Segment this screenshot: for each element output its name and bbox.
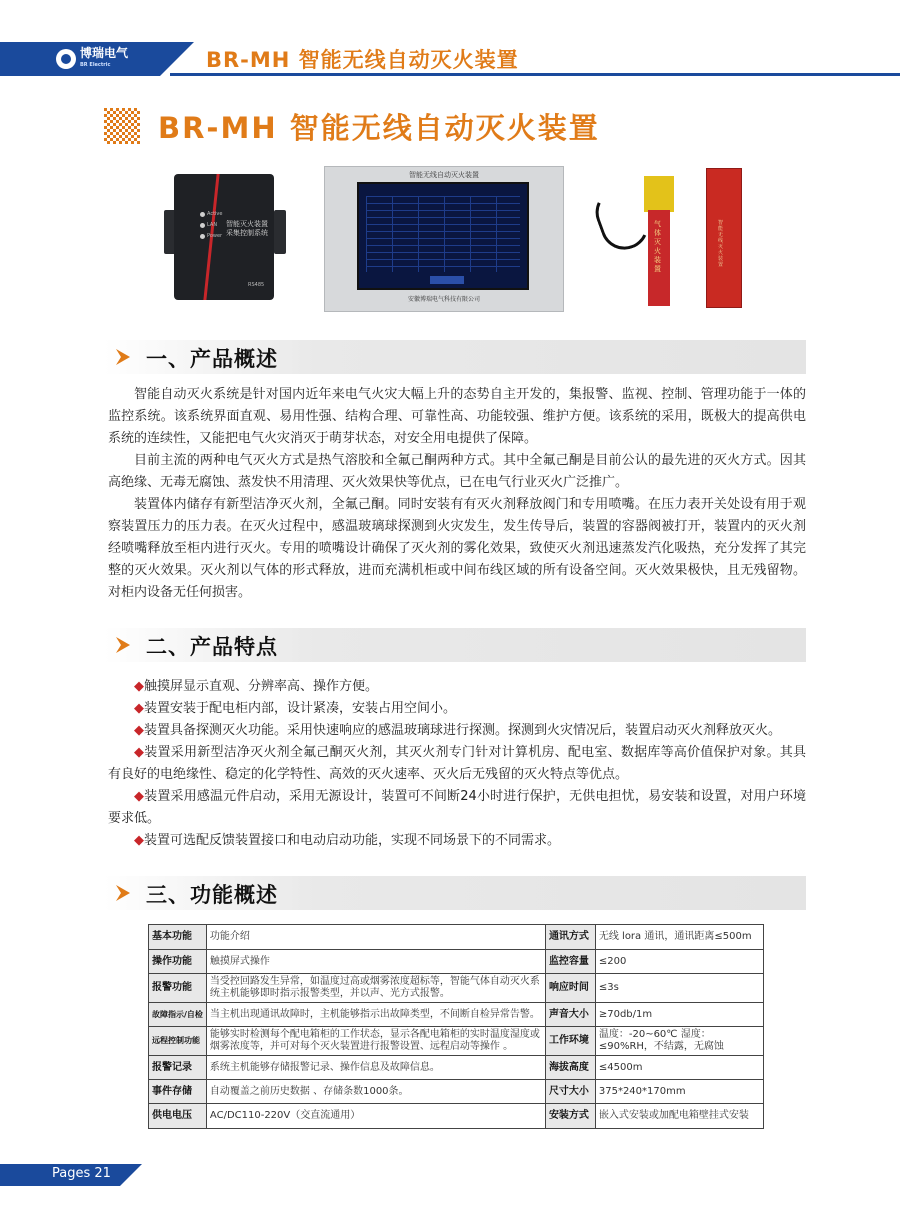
table-key: 响应时间 (545, 974, 595, 1003)
table-value: 当受控回路发生异常，如温度过高或烟雾浓度超标等，智能气体自动灭火系统主机能够即时指示报警类型，并以声、光方式报警。 (206, 974, 545, 1003)
table-key: 安装方式 (545, 1104, 595, 1129)
table-key: 通讯方式 (545, 925, 595, 950)
panel-footer-text: 安徽博瑞电气科技有限公司 (407, 296, 480, 303)
table-key: 声音大小 (545, 1003, 595, 1027)
device-label: 智能灭火装置采集控制系统 (226, 220, 268, 237)
diamond-bullet-icon: ◆ (134, 745, 145, 760)
table-key: 远程控制功能 (149, 1027, 207, 1056)
led-lan-icon (200, 223, 205, 228)
section-heading-overview (104, 340, 806, 374)
logo-icon (56, 49, 76, 69)
spec-table (148, 924, 764, 1129)
header-title: BR-MH 智能无线自动灭火装置 (206, 48, 519, 72)
device-port-label: RS485 (248, 282, 265, 288)
table-key: 监控容量 (545, 950, 595, 974)
list-item: ◆触摸屏显示直观、分辨率高、操作方便。 (134, 679, 379, 694)
table-value: ≤200 (595, 950, 763, 974)
arrow-right-icon (114, 348, 132, 366)
logo-text: 博瑞电气 (80, 46, 129, 60)
checker-pattern-icon (104, 108, 140, 144)
table-key: 基本功能 (149, 925, 207, 950)
led-label-power: Power (207, 233, 223, 239)
list-item: ◆装置具备探测灭火功能。采用快速响应的感温玻璃球进行探测。探测到火灾情况后，装置启动灭火剂释放灭火。 (134, 723, 782, 738)
page-number: Pages 21 (52, 1166, 111, 1181)
diamond-bullet-icon: ◆ (134, 679, 144, 694)
table-value: 375*240*170mm (595, 1080, 763, 1104)
brand-logo (56, 48, 128, 70)
table-row (149, 1104, 764, 1129)
table-value: 无线 lora 通讯，通讯距离≤500m (595, 925, 763, 950)
table-value: 温度：-20~60℃ 湿度：≤90%RH，不结露，无腐蚀 (595, 1027, 763, 1056)
panel-title: 智能无线自动灭火装置 (409, 171, 479, 179)
cylinder-text: 气体灭火装置 (654, 220, 661, 273)
table-value: 当主机出现通讯故障时，主机能够指示出故障类型，不间断自检异常告警。 (206, 1003, 545, 1027)
table-key: 海拔高度 (545, 1056, 595, 1080)
led-label-active: Active (207, 211, 223, 217)
diamond-bullet-icon: ◆ (134, 701, 144, 716)
section-heading-features (104, 628, 806, 662)
table-key: 工作环境 (545, 1027, 595, 1056)
table-row (149, 1003, 764, 1027)
table-value: 自动覆盖之前历史数据 、存储条数1000条。 (206, 1080, 545, 1104)
table-value: ≤3s (595, 974, 763, 1003)
table-row (149, 1080, 764, 1104)
table-key: 故障指示/自检 (149, 1003, 207, 1027)
list-item: ◆装置采用新型洁净灭火剂全氟己酮灭火剂，其灭火剂专门针对计算机房、配电室、数据库等高价值保护对象。其具有良好的电绝缘性、稳定的化学特性、高效的灭火速率、灭火后无残留的灭火特点等优点。 (108, 745, 806, 782)
list-item: ◆装置安装于配电柜内部，设计紧凑，安装占用空间小。 (134, 701, 457, 716)
diamond-bullet-icon: ◆ (134, 833, 144, 848)
table-value: 能够实时检测每个配电箱柜的工作状态，显示各配电箱柜的实时温度湿度或烟雾浓度等，并可对每个灭火装置进行报警设置、远程启动等操作 。 (206, 1027, 545, 1056)
panel-screen-button (430, 276, 464, 284)
diamond-bullet-icon: ◆ (134, 723, 144, 738)
logo-subtext: BR Electric (80, 62, 111, 68)
section-title-features: 二、产品特点 (146, 635, 278, 659)
overview-paragraph: 智能自动灭火系统是针对国内近年来电气火灾大幅上升的态势自主开发的，集报警、监视、控制、管理功能于一体的监控系统。该系统界面直观、易用性强、结构合理、可靠性高、功能较强、维护方便。该系统的采用，既极大的提高供电系统的连续性，又能把电气火灾消灭于萌芽状态，对安全用电提供了保障。 (108, 387, 806, 446)
section-title-functions: 三、功能概述 (146, 883, 278, 907)
table-key: 报警功能 (149, 974, 207, 1003)
overview-paragraph: 装置体内储存有新型洁净灭火剂，全氟己酮。同时安装有有灭火剂释放阀门和专用喷嘴。在压力表开关处设有用于观察装置压力的压力表。在灭火过程中，感温玻璃球探测到火灾发生，发生传导后，装置的容器阀被打开，装置内的灭火剂经喷嘴释放至柜内进行灭火。专用的喷嘴设计确保了灭火剂的雾化效果，致使灭火剂迅速蒸发汽化吸热，充分发挥了其完整的灭火效果。灭火剂以气体的形式释放，进而充满机柜或中间布线区域的所有设备空间。灭火效果极快，且无残留物。对柜内设备无任何损害。 (108, 497, 806, 600)
table-key: 供电电压 (149, 1104, 207, 1129)
table-row (149, 1056, 764, 1080)
section-title-overview: 一、产品概述 (146, 347, 278, 371)
table-key: 事件存储 (149, 1080, 207, 1104)
led-power-icon (200, 234, 205, 239)
table-key: 尺寸大小 (545, 1080, 595, 1104)
section-heading-functions (104, 876, 806, 910)
table-row (149, 950, 764, 974)
overview-text (108, 384, 806, 604)
red-box-device-image (706, 168, 742, 308)
table-key: 报警记录 (149, 1056, 207, 1080)
overview-paragraph: 目前主流的两种电气灭火方式是热气溶胶和全氟己酮两种方式。其中全氟己酮是目前公认的最先进的灭火方式。因其高绝缘、无毒无腐蚀、蒸发快不用清理、灭火效果快等优点，已在电气行业灭火广泛推广。 (108, 453, 806, 490)
arrow-right-icon (114, 884, 132, 902)
table-value: ≤4500m (595, 1056, 763, 1080)
table-value: 系统主机能够存储报警记录、操作信息及故障信息。 (206, 1056, 545, 1080)
table-value: AC/DC110-220V（交直流通用） (206, 1104, 545, 1129)
led-active-icon (200, 212, 205, 217)
table-key: 操作功能 (149, 950, 207, 974)
page-title: BR-MH 智能无线自动灭火装置 (158, 110, 600, 145)
table-value: 嵌入式安装或加配电箱壁挂式安装 (595, 1104, 763, 1129)
features-list (108, 676, 806, 852)
arrow-right-icon (114, 636, 132, 654)
list-item: ◆装置采用感温元件启动，采用无源设计，装置可不间断24小时进行保护，无供电担忧，易安装和设置，对用户环境要求低。 (108, 789, 806, 826)
table-row (149, 1027, 764, 1056)
main-title-block (104, 106, 600, 146)
red-box-text: 智能无线灭火装置 (718, 220, 724, 268)
table-value: 功能介绍 (206, 925, 545, 950)
table-value: 触摸屏式操作 (206, 950, 545, 974)
cylinder-valve-image (644, 176, 674, 212)
table-row (149, 925, 764, 950)
diamond-bullet-icon: ◆ (134, 789, 145, 804)
list-item: ◆装置可选配反馈装置接口和电动启动功能，实现不同场景下的不同需求。 (134, 833, 561, 848)
device-mount-ear-right (274, 210, 286, 254)
table-value: ≥70db/1m (595, 1003, 763, 1027)
table-row (149, 974, 764, 1003)
led-label-lan: LAN (207, 222, 218, 228)
panel-screen-grid (366, 196, 520, 272)
